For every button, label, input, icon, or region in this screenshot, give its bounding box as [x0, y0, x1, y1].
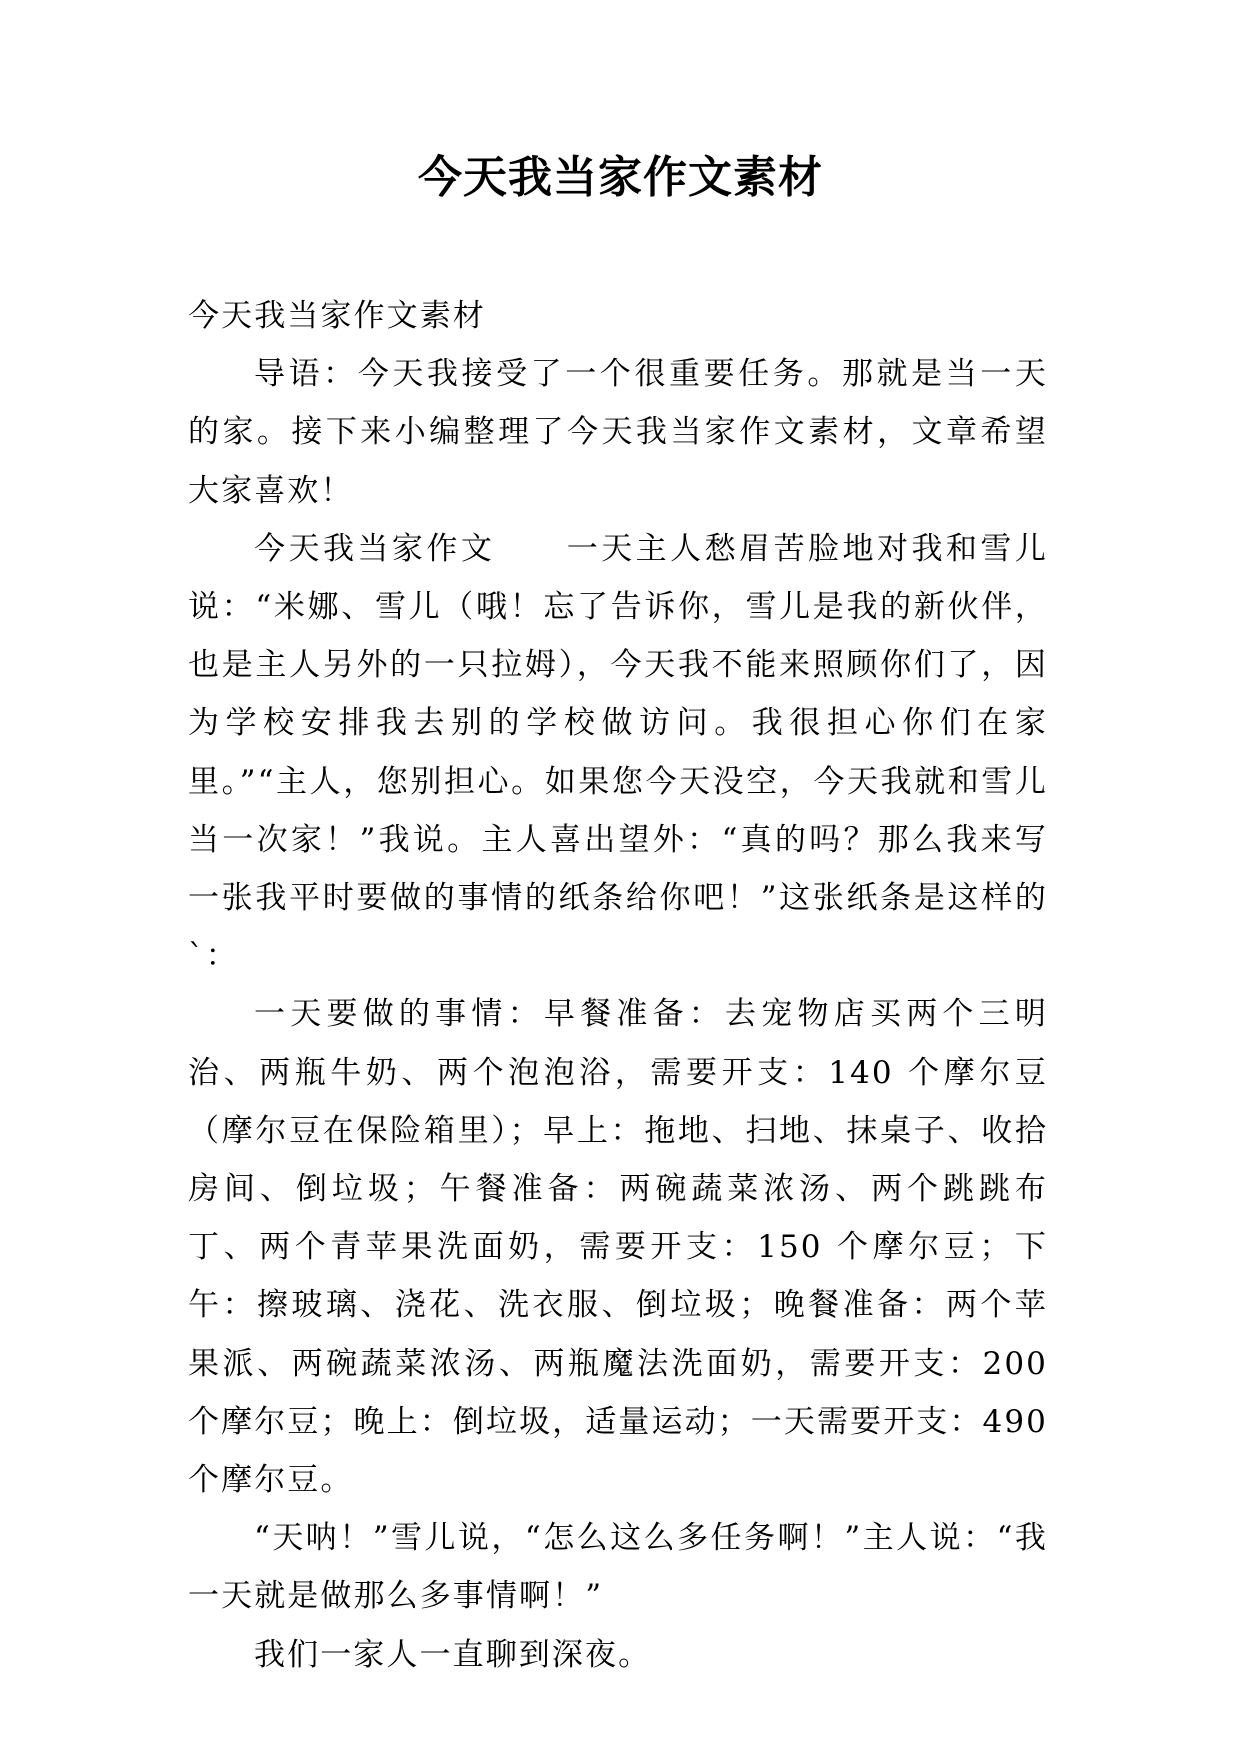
- paragraph-ending: 我们一家人一直聊到深夜。: [254, 1636, 652, 1673]
- document-body: [188, 287, 1048, 1684]
- paragraph-intro: 导语：今天我接受了一个很重要任务。那就是当一天的家。接下来小编整理了今天我当家作文素材，文章希望大家喜欢！: [188, 356, 1048, 509]
- paragraph-dialogue: “天呐！”雪儿说，“怎么这么多任务啊！”主人说：“我一天就是做那么多事情啊！”: [188, 1520, 1048, 1615]
- subtitle-line: 今天我当家作文素材: [188, 298, 486, 334]
- paragraph-story: [188, 520, 1048, 986]
- paragraph-task-list: 一天要做的事情：早餐准备：去宠物店买两个三明治、两瓶牛奶、两个泡泡浴，需要开支：140 个摩尔豆（摩尔豆在保险箱里）；早上：拖地、扫地、抹桌子、收拾房间、倒垃圾；午餐准备：两碗蔬菜浓汤、两个跳跳布丁、两个青苹果洗面奶，需要开支：150 个摩尔豆；下午：擦玻璃、浇花、洗衣服、倒垃圾；晚餐准备：两个苹果派、两碗蔬菜浓汤、两瓶魔法洗面奶，需要开支：200 个摩尔豆；晚上：倒垃圾，适量运动；一天需要开支：490 个摩尔豆。: [188, 996, 1048, 1499]
- essay-heading: 今天我当家作文: [254, 530, 496, 567]
- document-title: 今天我当家作文素材: [418, 152, 823, 203]
- paragraph-story-text: 一天主人愁眉苦脸地对我和雪儿说：“米娜、雪儿（哦！忘了告诉你，雪儿是我的新伙伴，也是主人另外的一只拉姆），今天我不能来照顾你们了，因为学校安排我去别的学校做访问。我很担心你们在家里。”“主人，您别担心。如果您今天没空，今天我就和雪儿当一次家！”我说。主人喜出望外：“真的吗？那么我来写一张我平时要做的事情的纸条给你吧！”这张纸条是这样的`：: [188, 530, 1049, 975]
